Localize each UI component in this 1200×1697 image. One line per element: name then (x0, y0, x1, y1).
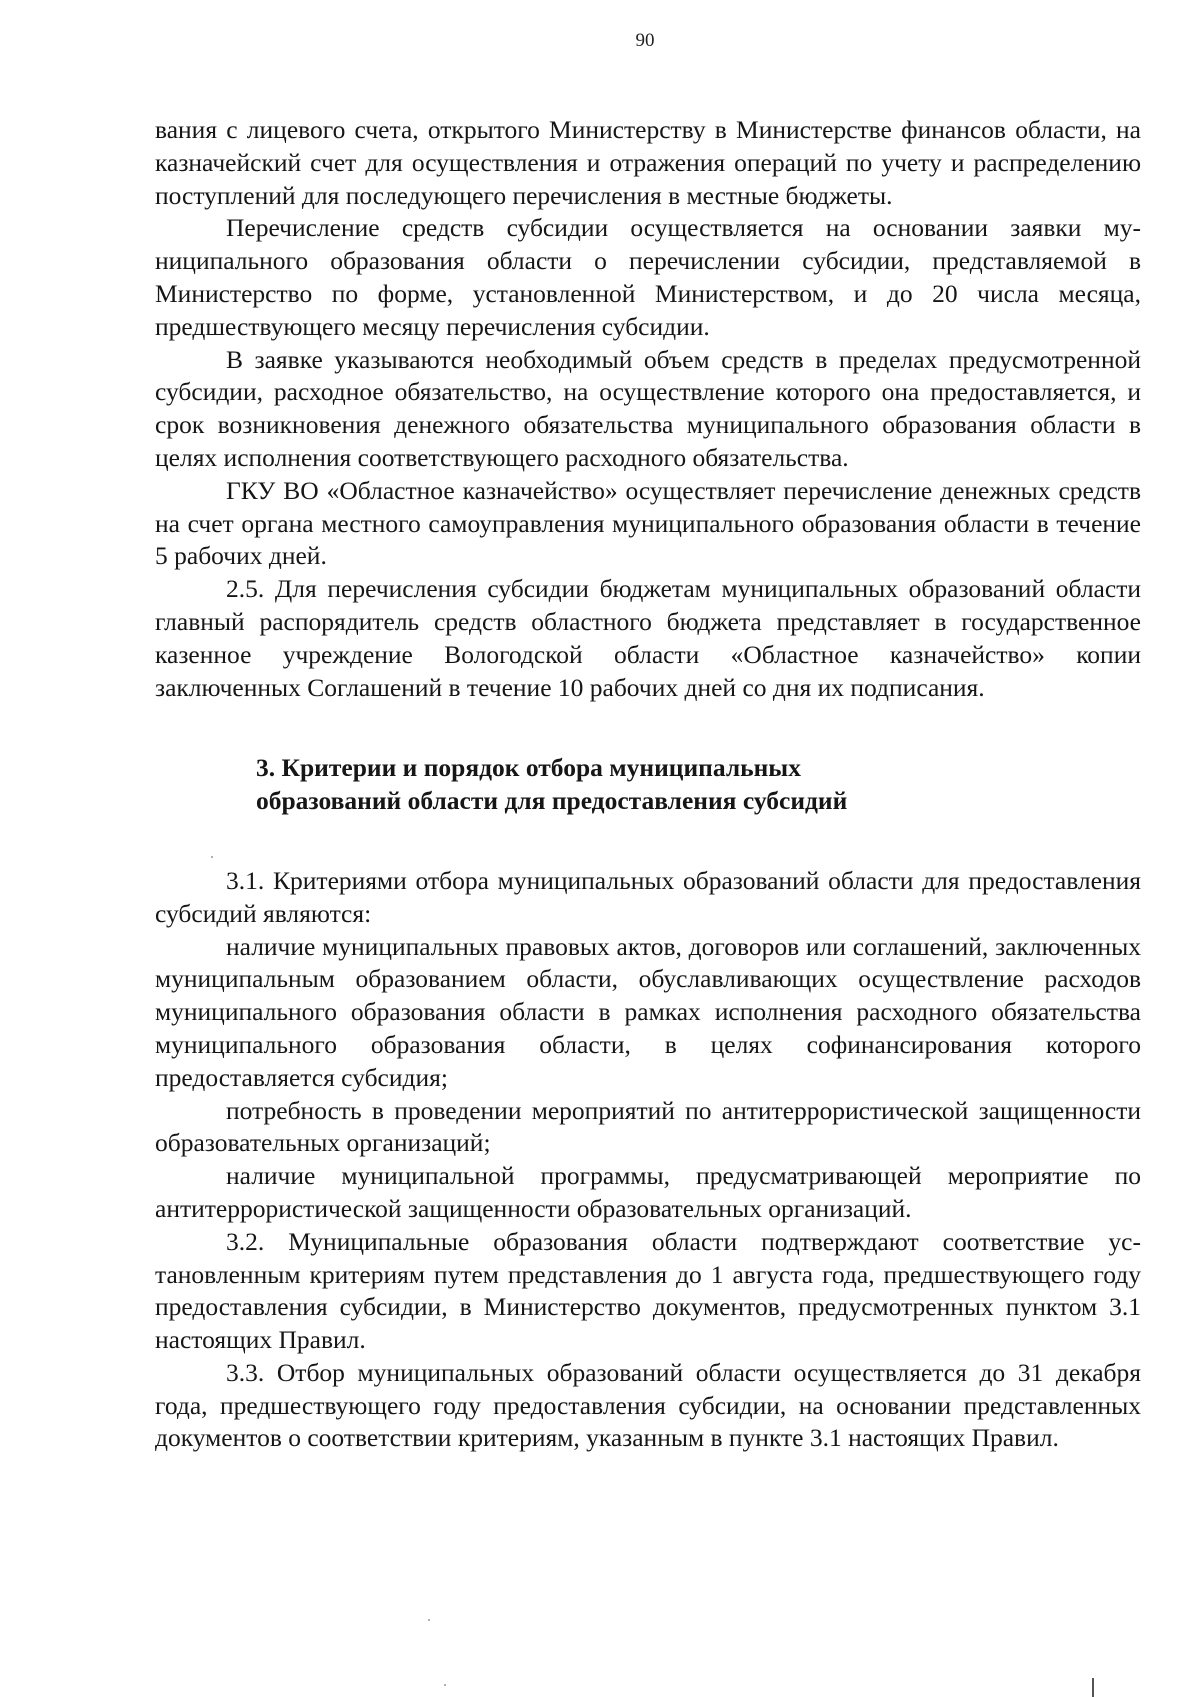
paragraph-treasury-transfer: ГКУ ВО «Областное казначейство» осуществляет перечисление денежных средств на счет органа местного самоуправления муниципального образования области в течение 5 рабочих дней. (155, 475, 1141, 571)
paragraph-3-1: 3.1. Критериями отбора муниципальных образований области для предоставления субсидий являются: (155, 865, 1141, 928)
section-3-heading-line-1: 3. Критерии и порядок отбора муниципальных (256, 753, 801, 783)
paragraph-3-3: 3.3. Отбор муниципальных образований области осуществляется до 31 декабря года, предшествующего году предоставления субсидии, на основании представленных документов о соответствии критериям, указанным в пункте 3.1 настоящих Правил. (155, 1357, 1141, 1453)
section-3-heading-line-2: образований области для предоставления субсидий (256, 786, 848, 816)
paragraph-3-2: 3.2. Муниципальные образования области подтверждают соответствие установленным критериям путем представления до 1 августа года, предшествующего году предоставления субсидии, в Министерство документов, предусмотренных пунктом 3.1 настоящих Правил. (155, 1226, 1141, 1355)
scan-speck (444, 1684, 446, 1686)
scan-speck (211, 856, 213, 858)
paragraph-account-transfer: вания с лицевого счета, открытого Министерству в Министерстве финансов области, на казначейский счет для осуществления и отражения операций по учету и распределению поступлений для последующего перечисления в местные бюджеты. (155, 115, 1141, 210)
criterion-legal-acts: наличие муниципальных правовых актов, договоров или соглашений, заключенных муниципальным образованием области, обуславливающих осуществление расходов муниципального образования области в рамках исполнения расходного обязательства муниципального образования области, в целях софинансирования которого предоставляется субсидия; (155, 931, 1141, 1092)
paragraph-request-contents: В заявке указываются необходимый объем средств в пределах предусмотренной субсидии, расходное обязательство, на осуществление которого она предоставляется, и срок возникновения денежного обязательства муниципального образования области в целях исполнения соответствующего расходного обязательства. (155, 344, 1141, 472)
paragraph-2-5: 2.5. Для перечисления субсидии бюджетам муниципальных образований области главный распорядитель средств областного бюджета представляет в государственное казенное учреждение Вологодской области «Областное казначейство» копии заключенных Соглашений в течение 10 рабочих дней со дня их подписания. (155, 574, 1141, 702)
document-body (155, 114, 1141, 1455)
paragraph-transfer-request: Перечисление средств субсидии осуществляется на основании заявки муниципального образования области о перечислении субсидии, представляемой в Министерство по форме, установленной Министерством, и до 20 числа месяца, предшествующего месяцу перечисления субсидии. (155, 213, 1141, 341)
criterion-security-need: потребность в проведении мероприятий по антитеррористической защищенности образовательных организаций; (155, 1095, 1141, 1158)
page-number: 90 (635, 30, 655, 51)
scan-edge-mark (1092, 1678, 1094, 1697)
criterion-municipal-program: наличие муниципальной программы, предусматривающей мероприятие по антитеррористической защищенности образовательных организаций. (155, 1161, 1141, 1223)
scan-speck (428, 1619, 430, 1621)
section-3-heading (155, 752, 1141, 818)
